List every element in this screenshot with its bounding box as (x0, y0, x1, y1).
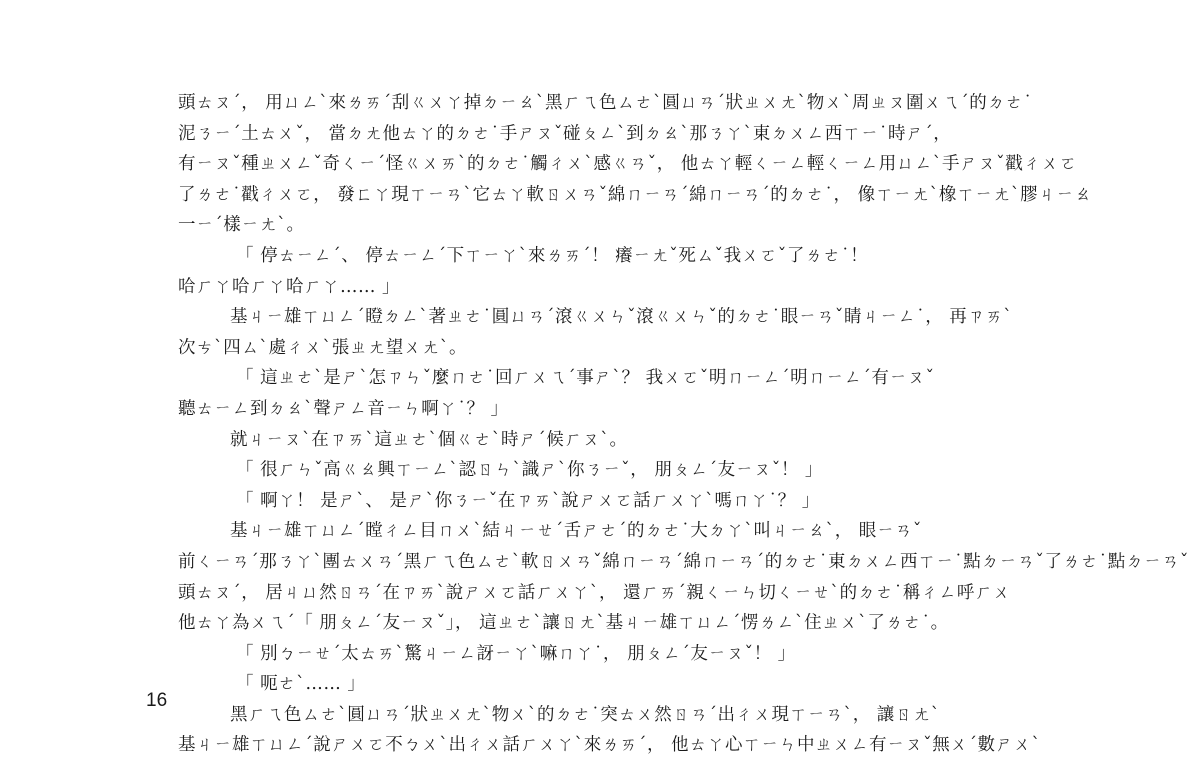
text-line: 頭ㄊㄡˊ， 居ㄐㄩ然ㄖㄢˊ在ㄗㄞˋ說ㄕㄨㄛ話ㄏㄨㄚˋ， 還ㄏㄞˊ親ㄑㄧㄣ切ㄑㄧㄝˋ的ㄉㄜ˙稱ㄔㄥ呼ㄏㄨ (178, 582, 1011, 603)
page-number: 16 (146, 690, 168, 711)
text-line: 泥ㄋㄧˊ土ㄊㄨˇ， 當ㄉㄤ他ㄊㄚ的ㄉㄜ˙手ㄕㄡˇ碰ㄆㄥˋ到ㄉㄠˋ那ㄋㄚˋ東ㄉㄨㄥ西ㄒㄧ˙時ㄕˊ， (178, 123, 952, 144)
text-line: 他ㄊㄚ為ㄨㄟˊ「 朋ㄆㄥˊ友ㄧㄡˇ」， 這ㄓㄜˋ讓ㄖㄤˋ基ㄐㄧ雄ㄒㄩㄥˊ愣ㄌㄥˋ住ㄓㄨˋ了ㄌㄜ˙。 (178, 613, 949, 634)
dialogue-line: 「 呃ㄜˋ…… 」 (236, 674, 366, 695)
dialogue-line: 「 很ㄏㄣˇ高ㄍㄠ興ㄒㄧㄥˋ認ㄖㄣˋ識ㄕˋ你ㄋㄧˇ， 朋ㄆㄥˊ友ㄧㄡˇ！ 」 (236, 460, 823, 481)
text-line: 前ㄑㄧㄢˊ那ㄋㄚˋ團ㄊㄨㄢˊ黑ㄏㄟ色ㄙㄜˋ軟ㄖㄨㄢˇ綿ㄇㄧㄢˊ綿ㄇㄧㄢˊ的ㄉㄜ˙東ㄉㄨㄥ西ㄒㄧ˙點ㄉㄧㄢˇ了ㄌㄜ˙點ㄉㄧㄢˇ (178, 551, 1189, 572)
text-line: 次ㄘˋ四ㄙˋ處ㄔㄨˋ張ㄓㄤ望ㄨㄤˋ。 (178, 337, 467, 358)
dialogue-line: 「 這ㄓㄜˋ是ㄕˋ怎ㄗㄣˇ麼ㄇㄜ˙回ㄏㄨㄟˊ事ㄕˋ？ 我ㄨㄛˇ明ㄇㄧㄥˊ明ㄇㄧㄥˊ有ㄧㄡˇ (236, 368, 935, 389)
text-line: 有ㄧㄡˇ種ㄓㄨㄥˇ奇ㄑㄧˊ怪ㄍㄨㄞˋ的ㄉㄜ˙觸ㄔㄨˋ感ㄍㄢˇ， 他ㄊㄚ輕ㄑㄧㄥ輕ㄑㄧㄥ用ㄩㄥˋ手ㄕㄡˇ戳ㄔㄨㄛ (178, 154, 1078, 175)
body-text (178, 88, 1189, 761)
text-line: 聽ㄊㄧㄥ到ㄉㄠˋ聲ㄕㄥ音ㄧㄣ啊ㄚ˙？ 」 (178, 398, 509, 419)
paragraph-start: 基ㄐㄧ雄ㄒㄩㄥˊ瞪ㄉㄥˋ著ㄓㄜ˙圓ㄩㄢˊ滾ㄍㄨㄣˇ滾ㄍㄨㄣˇ的ㄉㄜ˙眼ㄧㄢˇ睛ㄐㄧㄥ˙， 再ㄗㄞˋ (230, 307, 1013, 328)
dialogue-line: 「 停ㄊㄧㄥˊ、 停ㄊㄧㄥˊ下ㄒㄧㄚˋ來ㄌㄞˊ！ 癢ㄧㄤˇ死ㄙˇ我ㄨㄛˇ了ㄌㄜ˙！ (236, 245, 869, 266)
dialogue-line: 「 啊ㄚ！ 是ㄕˋ、 是ㄕˋ你ㄋㄧˇ在ㄗㄞˋ說ㄕㄨㄛ話ㄏㄨㄚˋ嗎ㄇㄚ˙？ 」 (236, 490, 820, 511)
paragraph-start: 基ㄐㄧ雄ㄒㄩㄥˊ瞠ㄔㄥ目ㄇㄨˋ結ㄐㄧㄝˊ舌ㄕㄜˊ的ㄉㄜ˙大ㄉㄚˋ叫ㄐㄧㄠˋ， 眼ㄧㄢˇ (230, 521, 923, 542)
text-line: 基ㄐㄧ雄ㄒㄩㄥˊ說ㄕㄨㄛ不ㄅㄨˋ出ㄔㄨ話ㄏㄨㄚˋ來ㄌㄞˊ， 他ㄊㄚ心ㄒㄧㄣ中ㄓㄨㄥ有ㄧㄡˇ無ㄨˊ數ㄕㄨˋ (178, 735, 1041, 756)
dialogue-line: 「 別ㄅㄧㄝˊ太ㄊㄞˋ驚ㄐㄧㄥ訝ㄧㄚˋ嘛ㄇㄚ˙， 朋ㄆㄥˊ友ㄧㄡˇ！ 」 (236, 643, 796, 664)
paragraph-start: 就ㄐㄧㄡˋ在ㄗㄞˋ這ㄓㄜˋ個ㄍㄜˋ時ㄕˊ候ㄏㄡˋ。 (230, 429, 628, 450)
text-line: 一ㄧˊ樣ㄧㄤˋ。 (178, 215, 305, 236)
text-line: 哈ㄏㄚ哈ㄏㄚ哈ㄏㄚ…… 」 (178, 276, 401, 297)
text-line: 了ㄌㄜ˙戳ㄔㄨㄛ， 發ㄈㄚ現ㄒㄧㄢˋ它ㄊㄚ軟ㄖㄨㄢˇ綿ㄇㄧㄢˊ綿ㄇㄧㄢˊ的ㄉㄜ˙， 像ㄒㄧㄤˋ橡ㄒㄧㄤˋ膠ㄐㄧㄠ (178, 184, 1093, 205)
text-line: 頭ㄊㄡˊ， 用ㄩㄥˋ來ㄌㄞˊ刮ㄍㄨㄚ掉ㄉㄧㄠˋ黑ㄏㄟ色ㄙㄜˋ圓ㄩㄢˊ狀ㄓㄨㄤˋ物ㄨˋ周ㄓㄡ圍ㄨㄟˊ的ㄉㄜ˙ (178, 93, 1033, 113)
paragraph-start: 黑ㄏㄟ色ㄙㄜˋ圓ㄩㄢˊ狀ㄓㄨㄤˋ物ㄨˋ的ㄉㄜ˙突ㄊㄨ然ㄖㄢˊ出ㄔㄨ現ㄒㄧㄢˋ， 讓ㄖㄤˋ (230, 704, 941, 725)
